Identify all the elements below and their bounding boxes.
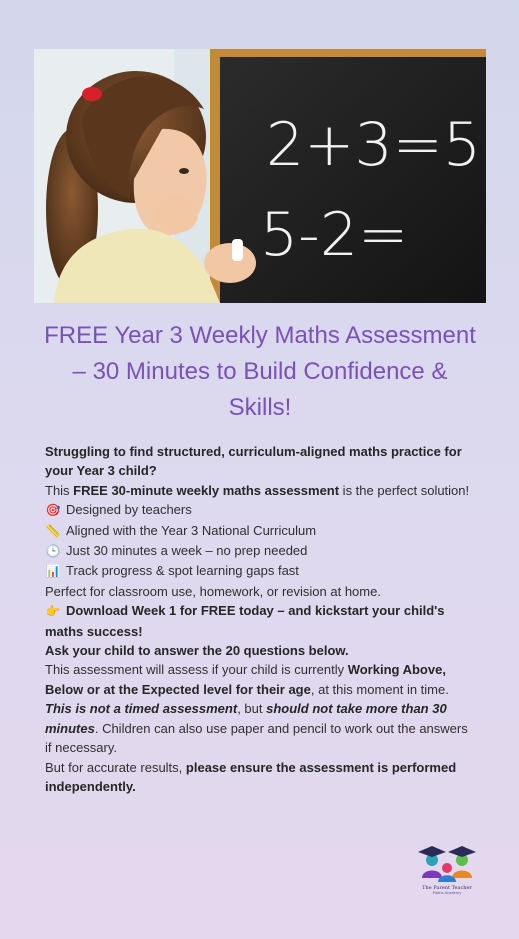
- intro-paragraph: This FREE 30-minute weekly maths assessment is the perfect solution!: [45, 482, 470, 498]
- feature-item: 📊 Track progress & spot learning gaps fast: [45, 561, 477, 581]
- hero-image: [34, 49, 486, 303]
- target-icon: 🎯: [45, 503, 61, 518]
- accuracy-paragraph: But for accurate results, please ensure the assessment is performed independently.: [45, 759, 457, 794]
- ruler-icon: 📏: [45, 523, 61, 538]
- clock-icon: 🕒: [45, 544, 61, 559]
- instruction-line: Ask your child to answer the 20 questions below.: [45, 643, 349, 659]
- pointing-hand-icon: 👉: [45, 604, 61, 619]
- description: [45, 442, 477, 796]
- board-line-2: 5-2=: [260, 200, 409, 270]
- cta-line: 👉 Download Week 1 for FREE today – and kickstart your child's maths success!: [45, 603, 445, 639]
- intro-question: Struggling to find structured, curriculum-aligned maths practice for your Year 3 child?: [45, 444, 462, 479]
- logo-text-2: Maths Academy: [432, 891, 462, 895]
- logo-mark: [414, 840, 480, 896]
- chart-icon: 📊: [45, 564, 61, 579]
- feature-item: 🎯 Designed by teachers: [45, 500, 477, 520]
- hero-illustration: [34, 49, 486, 303]
- page-title: FREE Year 3 Weekly Maths Assessment – 30 Minutes to Build Confidence & Skills!: [44, 322, 476, 421]
- board-line-1: 2+3=5: [266, 110, 482, 180]
- usage-line: Perfect for classroom use, homework, or revision at home.: [45, 583, 381, 599]
- chalk-piece: [232, 239, 243, 261]
- feature-item: 🕒 Just 30 minutes a week – no prep needed: [45, 541, 477, 561]
- hair-tie: [82, 87, 102, 101]
- assessment-paragraph: This assessment will assess if your child is currently Working Above, Below or at the Expected level for their age, at this moment in time.: [45, 662, 449, 697]
- feature-item: 📏 Aligned with the Year 3 National Curriculum: [45, 521, 477, 541]
- timing-paragraph: This is not a timed assessment, but should not take more than 30 minutes. Children can also use paper and pencil to work out the answers if necessary.: [45, 701, 468, 756]
- logo-text-1: The Parent Teacher: [422, 885, 472, 891]
- brand-logo: [414, 840, 480, 896]
